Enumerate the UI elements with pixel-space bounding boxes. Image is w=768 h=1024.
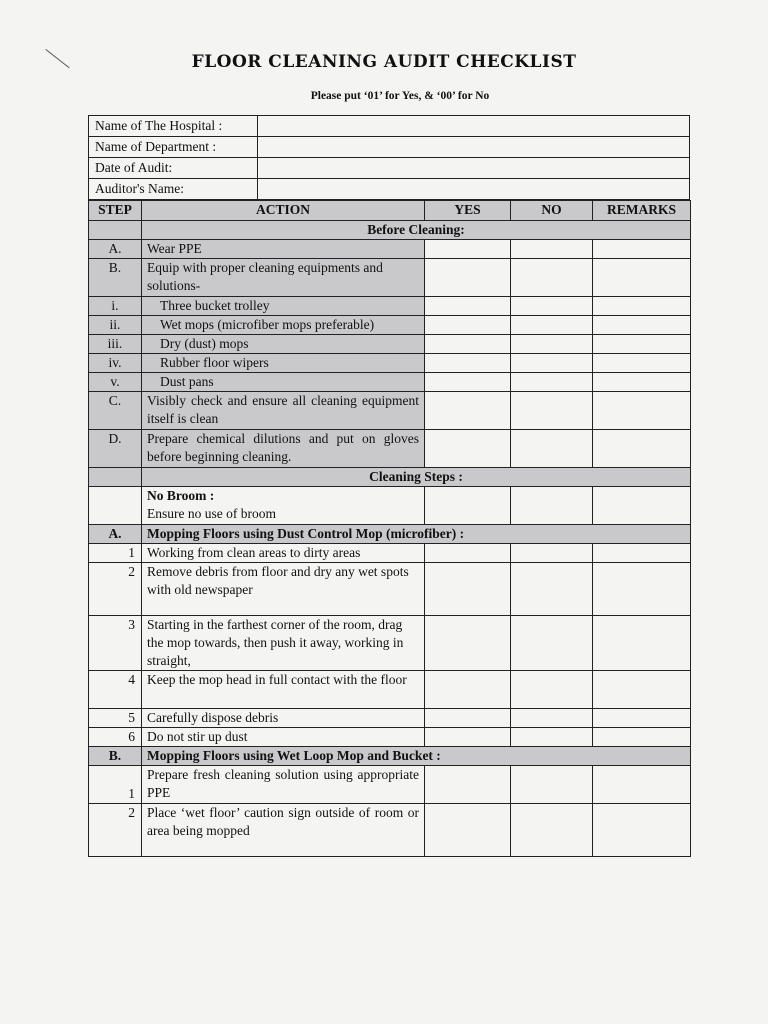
no-cell[interactable] (511, 392, 593, 430)
remarks-cell[interactable] (593, 354, 691, 373)
no-cell[interactable] (511, 335, 593, 354)
action-cell: Working from clean areas to dirty areas (142, 544, 425, 563)
yes-cell[interactable] (425, 766, 511, 804)
table-row (89, 316, 691, 335)
section-cleaning-steps (89, 468, 691, 487)
instruction-text: Please put ‘01’ for Yes, & ‘00’ for No (310, 90, 490, 102)
table-row (89, 616, 691, 671)
no-cell[interactable] (511, 671, 593, 709)
step-cell: v. (89, 373, 142, 392)
step-cell: iii. (89, 335, 142, 354)
action-cell: Three bucket trolley (142, 297, 425, 316)
action-cell (142, 487, 425, 525)
subsection-b (89, 747, 691, 766)
no-cell[interactable] (511, 259, 593, 297)
table-row (89, 354, 691, 373)
remarks-cell[interactable] (593, 804, 691, 857)
table-row (89, 430, 691, 468)
no-cell[interactable] (511, 430, 593, 468)
department-label: Name of Department : (89, 137, 258, 158)
no-cell[interactable] (511, 766, 593, 804)
table-row (89, 804, 691, 857)
auditor-label: Auditor's Name: (89, 179, 258, 200)
step-cell: 2 (89, 804, 142, 857)
col-action: ACTION (142, 201, 425, 221)
no-cell[interactable] (511, 316, 593, 335)
action-cell: Dust pans (142, 373, 425, 392)
action-cell: Place ‘wet floor’ caution sign outside of room or area being mopped (142, 804, 425, 857)
date-field[interactable] (258, 158, 690, 179)
remarks-cell[interactable] (593, 316, 691, 335)
remarks-cell[interactable] (593, 335, 691, 354)
yes-cell[interactable] (425, 259, 511, 297)
col-yes: YES (425, 201, 511, 221)
info-row-hospital (89, 116, 690, 137)
section-before-cleaning (89, 221, 691, 240)
action-cell: Prepare chemical dilutions and put on gloves before beginning cleaning. (142, 430, 425, 468)
action-cell: Dry (dust) mops (142, 335, 425, 354)
section-heading: Before Cleaning: (142, 221, 691, 240)
col-no: NO (511, 201, 593, 221)
table-row (89, 709, 691, 728)
yes-cell[interactable] (425, 354, 511, 373)
action-cell: Visibly check and ensure all cleaning equipment itself is clean (142, 392, 425, 430)
step-cell: 4 (89, 671, 142, 709)
remarks-cell[interactable] (593, 487, 691, 525)
info-row-department (89, 137, 690, 158)
action-cell: Keep the mop head in full contact with the floor (142, 671, 425, 709)
no-cell[interactable] (511, 373, 593, 392)
yes-cell[interactable] (425, 728, 511, 747)
table-row (89, 373, 691, 392)
no-cell[interactable] (511, 297, 593, 316)
no-cell[interactable] (511, 728, 593, 747)
remarks-cell[interactable] (593, 259, 691, 297)
step-cell: 1 (89, 544, 142, 563)
remarks-cell[interactable] (593, 430, 691, 468)
table-row (89, 392, 691, 430)
col-step: STEP (89, 201, 142, 221)
table-row (89, 259, 691, 297)
yes-cell[interactable] (425, 487, 511, 525)
step-cell: ii. (89, 316, 142, 335)
table-row (89, 766, 691, 804)
step-cell: C. (89, 392, 142, 430)
step-cell: 6 (89, 728, 142, 747)
checklist-table (88, 200, 691, 857)
action-cell: Wear PPE (142, 240, 425, 259)
remarks-cell[interactable] (593, 709, 691, 728)
yes-cell[interactable] (425, 709, 511, 728)
step-cell: iv. (89, 354, 142, 373)
yes-cell[interactable] (425, 373, 511, 392)
table-row (89, 297, 691, 316)
step-cell: 3 (89, 616, 142, 671)
remarks-cell[interactable] (593, 563, 691, 616)
column-header-row (89, 201, 691, 221)
yes-cell[interactable] (425, 430, 511, 468)
table-row (89, 544, 691, 563)
subsection-heading: Mopping Floors using Dust Control Mop (microfiber) : (142, 525, 691, 544)
date-label: Date of Audit: (89, 158, 258, 179)
action-cell: Remove debris from floor and dry any wet spots with old newspaper (142, 563, 425, 616)
table-row (89, 563, 691, 616)
info-row-date (89, 158, 690, 179)
yes-cell[interactable] (425, 544, 511, 563)
remarks-cell[interactable] (593, 544, 691, 563)
hospital-label: Name of The Hospital : (89, 116, 258, 137)
step-cell: A. (89, 240, 142, 259)
no-cell[interactable] (511, 563, 593, 616)
no-broom-title: No Broom : (147, 488, 215, 503)
step-cell: 5 (89, 709, 142, 728)
action-cell: Wet mops (microfiber mops preferable) (142, 316, 425, 335)
remarks-cell[interactable] (593, 616, 691, 671)
step-cell: i. (89, 297, 142, 316)
remarks-cell[interactable] (593, 392, 691, 430)
action-cell: Carefully dispose debris (142, 709, 425, 728)
step-cell: 1 (89, 766, 142, 804)
auditor-field[interactable] (258, 179, 690, 200)
step-cell: D. (89, 430, 142, 468)
table-row (89, 671, 691, 709)
action-cell: Prepare fresh cleaning solution using appropriate PPE (142, 766, 425, 804)
remarks-cell[interactable] (593, 297, 691, 316)
action-cell: Equip with proper cleaning equipments and solutions- (142, 259, 425, 297)
no-broom-text: Ensure no use of broom (147, 506, 276, 521)
no-cell[interactable] (511, 544, 593, 563)
section-heading: Cleaning Steps : (142, 468, 691, 487)
table-row (89, 728, 691, 747)
table-row (89, 240, 691, 259)
yes-cell[interactable] (425, 316, 511, 335)
yes-cell[interactable] (425, 240, 511, 259)
step-cell: B. (89, 259, 142, 297)
yes-cell[interactable] (425, 616, 511, 671)
subsection-step: A. (89, 525, 142, 544)
yes-cell[interactable] (425, 563, 511, 616)
subsection-step: B. (89, 747, 142, 766)
yes-cell[interactable] (425, 392, 511, 430)
subsection-a (89, 525, 691, 544)
action-cell: Rubber floor wipers (142, 354, 425, 373)
remarks-cell[interactable] (593, 373, 691, 392)
table-row-no-broom (89, 487, 691, 525)
remarks-cell[interactable] (593, 240, 691, 259)
no-cell[interactable] (511, 804, 593, 857)
yes-cell[interactable] (425, 804, 511, 857)
info-row-auditor (89, 179, 690, 200)
remarks-cell[interactable] (593, 766, 691, 804)
subsection-heading: Mopping Floors using Wet Loop Mop and Bucket : (142, 747, 691, 766)
yes-cell[interactable] (425, 671, 511, 709)
no-cell[interactable] (511, 487, 593, 525)
action-cell: Do not stir up dust (142, 728, 425, 747)
hospital-field[interactable] (258, 116, 690, 137)
step-cell: 2 (89, 563, 142, 616)
no-cell[interactable] (511, 616, 593, 671)
yes-cell[interactable] (425, 335, 511, 354)
no-cell[interactable] (511, 354, 593, 373)
department-field[interactable] (258, 137, 690, 158)
no-cell[interactable] (511, 709, 593, 728)
yes-cell[interactable] (425, 297, 511, 316)
remarks-cell[interactable] (593, 728, 691, 747)
no-cell[interactable] (511, 240, 593, 259)
audit-info-table (88, 115, 690, 200)
table-row (89, 335, 691, 354)
col-remarks: REMARKS (593, 201, 691, 221)
remarks-cell[interactable] (593, 671, 691, 709)
page-title: FLOOR CLEANING AUDIT CHECKLIST (191, 52, 577, 72)
action-cell: Starting in the farthest corner of the room, drag the mop towards, then push it away, working in straight, (142, 616, 425, 671)
